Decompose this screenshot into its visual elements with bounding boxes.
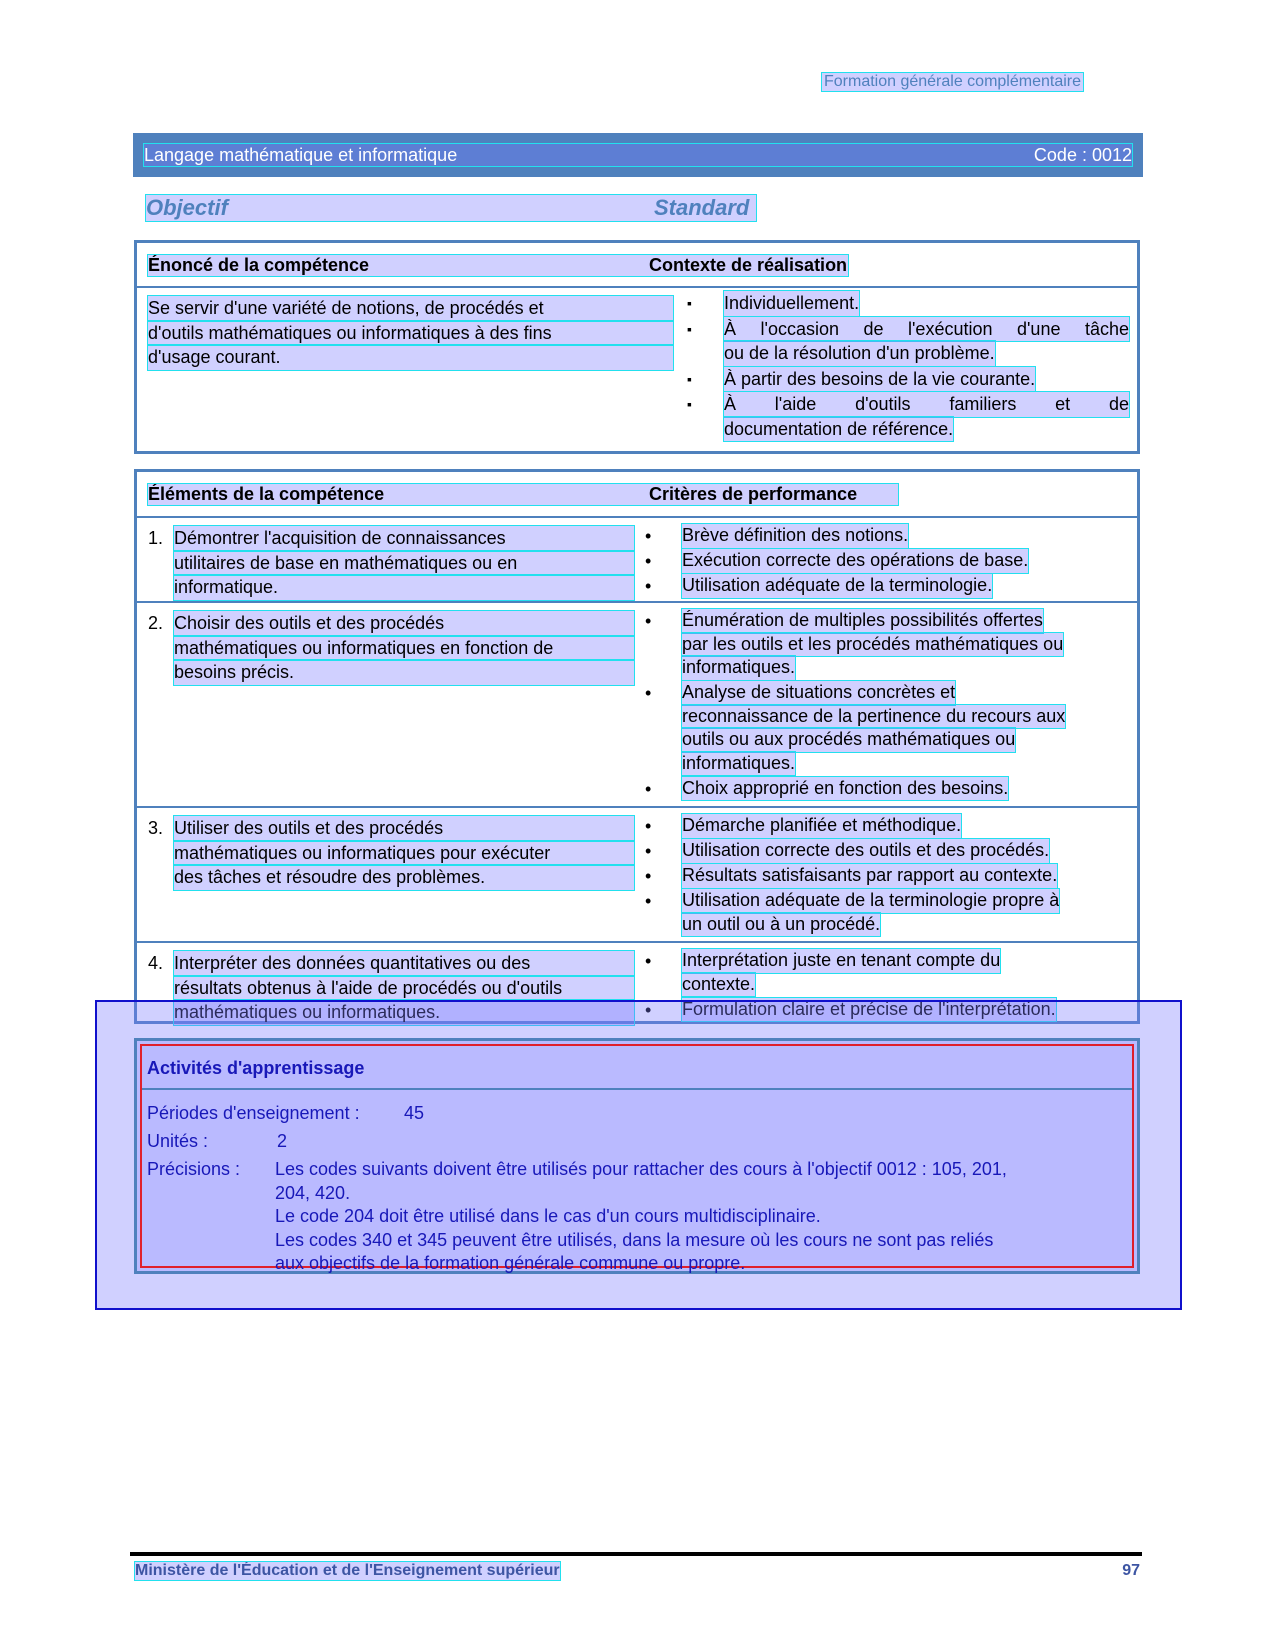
- element-row: [137, 603, 1137, 808]
- statement-line: Se servir d'une variété de notions, de procédés et: [148, 296, 673, 321]
- criterion: [645, 681, 1105, 775]
- statement-line: d'usage courant.: [148, 345, 673, 370]
- element-number: 1.: [148, 528, 164, 548]
- element-line: Utiliser des outils et des procédés: [174, 816, 634, 841]
- round-bullet-icon: •: [645, 551, 652, 571]
- element-line: Choisir des outils et des procédés: [174, 611, 634, 636]
- activities-box: [134, 1038, 1140, 1274]
- round-bullet-icon: •: [645, 816, 652, 836]
- title-band: [133, 133, 1143, 177]
- criterion: [645, 609, 1105, 680]
- context-item: [687, 392, 1137, 441]
- element-line: Démontrer l'acquisition de connaissances: [174, 526, 634, 551]
- objective-code: Code : 0012: [1033, 144, 1132, 165]
- criterion-line: Utilisation correcte des outils et des procédés.: [682, 839, 1049, 863]
- running-header: Formation générale complémentaire: [823, 73, 1081, 90]
- context-line: À l'occasion de l'exécution d'une tâche: [724, 317, 1129, 342]
- precision-line: Le code 204 doit être utilisé dans le cas d'un cours multidisciplinaire.: [275, 1206, 821, 1226]
- element-text: [174, 816, 634, 890]
- precision-line: aux objectifs de la formation générale commune ou propre.: [275, 1253, 746, 1273]
- element-text: [174, 526, 634, 600]
- criterion-line: Énumération de multiples possibilités offertes: [682, 609, 1043, 633]
- element-line: Interpréter des données quantitatives ou des: [174, 951, 634, 976]
- criterion-line: Exécution correcte des opérations de base.: [682, 549, 1028, 573]
- criterion-line: informatiques.: [682, 656, 795, 680]
- footer-rule: [130, 1552, 1142, 1556]
- element-line: résultats obtenus à l'aide de procédés ou d'outils: [174, 976, 634, 1001]
- criterion: [645, 574, 1105, 598]
- activities-header: Activités d'apprentissage: [147, 1058, 365, 1078]
- element-line: besoins précis.: [174, 660, 634, 685]
- criterion-line: reconnaissance de la pertinence du recours aux: [682, 705, 1065, 729]
- competence-statement: [148, 296, 673, 370]
- square-bullet-icon: ▪: [687, 370, 692, 387]
- section-head-standard: Standard: [654, 195, 750, 220]
- periods-label: Périodes d'enseignement :: [147, 1103, 360, 1123]
- context-line: À l'aide d'outils familiers et de: [724, 392, 1129, 417]
- periods-value: 45: [404, 1103, 425, 1123]
- context-item: [687, 317, 1137, 366]
- units-label: Unités :: [147, 1131, 209, 1151]
- precision-line: 204, 420.: [275, 1182, 351, 1203]
- precisions-label: Précisions :: [147, 1159, 241, 1179]
- criterion-line: par les outils et les procédés mathématiques ou: [682, 633, 1063, 657]
- objective-title: Langage mathématique et informatique: [144, 144, 458, 165]
- element-line: des tâches et résoudre des problèmes.: [174, 865, 634, 890]
- criterion-line: outils ou aux procédés mathématiques ou: [682, 728, 1015, 752]
- context-item: [687, 367, 1137, 392]
- footer-ministry: Ministère de l'Éducation et de l'Enseignement supérieur: [135, 1562, 560, 1579]
- criterion: [645, 889, 1105, 936]
- element-row: [137, 518, 1137, 603]
- section-head-objective: Objectif: [146, 195, 756, 221]
- round-bullet-icon: •: [645, 683, 652, 703]
- criterion-line: Démarche planifiée et méthodique.: [682, 814, 961, 838]
- criterion: [645, 777, 1105, 801]
- precision-line: Les codes suivants doivent être utilisés pour rattacher des cours à l'objectif 0012 : 105, 201,: [275, 1159, 1007, 1179]
- criterion-line: Choix approprié en fonction des besoins.: [682, 777, 1008, 801]
- criterion-line: Utilisation adéquate de la terminologie propre à: [682, 889, 1059, 913]
- element-number: 4.: [148, 953, 164, 973]
- elements-box: [134, 469, 1140, 1024]
- criterion-line: informatiques.: [682, 752, 795, 776]
- round-bullet-icon: •: [645, 526, 652, 546]
- page-number: 97: [1122, 1562, 1140, 1579]
- criterion: [645, 524, 1105, 548]
- competence-header-row: [137, 243, 1137, 288]
- criteria-header: Critères de performance: [649, 484, 858, 504]
- square-bullet-icon: ▪: [687, 396, 692, 412]
- criterion-line: Utilisation adéquate de la terminologie.: [682, 574, 992, 598]
- criterion-line: un outil ou à un procédé.: [682, 913, 880, 937]
- criterion: [645, 949, 1105, 996]
- competence-statement-header: Énoncé de la compétence: [148, 255, 848, 276]
- competence-box: [134, 240, 1140, 454]
- round-bullet-icon: •: [645, 778, 652, 799]
- criterion-line: Analyse de situations concrètes et: [682, 681, 955, 705]
- square-bullet-icon: ▪: [687, 295, 692, 311]
- precision-line: Les codes 340 et 345 peuvent être utilisés, dans la mesure où les cours ne sont pas reliés: [275, 1229, 994, 1250]
- criterion: [645, 839, 1105, 863]
- context-line: À partir des besoins de la vie courante.: [724, 367, 1035, 392]
- element-number: 2.: [148, 613, 164, 633]
- units-value: 2: [277, 1131, 288, 1151]
- context-line: ou de la résolution d'un problème.: [724, 341, 995, 366]
- round-bullet-icon: •: [645, 999, 652, 1020]
- round-bullet-icon: •: [645, 611, 652, 631]
- elements-header-row: [137, 472, 1137, 518]
- round-bullet-icon: •: [645, 951, 652, 971]
- round-bullet-icon: •: [645, 841, 652, 861]
- criterion-line: Brève définition des notions.: [682, 524, 908, 548]
- element-line: informatique.: [174, 575, 634, 600]
- criterion-line: contexte.: [682, 973, 755, 997]
- statement-line: d'outils mathématiques ou informatiques à des fins: [148, 321, 673, 346]
- context-line: Individuellement.: [724, 291, 859, 316]
- criterion: [645, 549, 1105, 573]
- element-text: [174, 611, 634, 685]
- elements-header: Éléments de la compétence: [148, 484, 898, 505]
- element-number: 3.: [148, 818, 164, 838]
- context-header: Contexte de réalisation: [649, 255, 848, 275]
- criterion-line: Formulation claire et précise de l'interprétation.: [682, 998, 1056, 1022]
- round-bullet-icon: •: [645, 576, 652, 596]
- square-bullet-icon: ▪: [687, 320, 692, 337]
- context-line: documentation de référence.: [724, 417, 953, 442]
- element-line: mathématiques ou informatiques en fonction de: [174, 636, 634, 661]
- criterion: [645, 814, 1105, 838]
- element-line: mathématiques ou informatiques pour exécuter: [174, 841, 634, 866]
- context-item: [687, 291, 1137, 316]
- criterion: [645, 864, 1105, 888]
- round-bullet-icon: •: [645, 866, 652, 886]
- criterion-line: Résultats satisfaisants par rapport au contexte.: [682, 864, 1057, 888]
- element-line: utilitaires de base en mathématiques ou en: [174, 551, 634, 576]
- round-bullet-icon: •: [645, 891, 652, 911]
- element-line: mathématiques ou informatiques.: [174, 1000, 634, 1025]
- criterion-line: Interprétation juste en tenant compte du: [682, 949, 1000, 973]
- element-row: [137, 808, 1137, 943]
